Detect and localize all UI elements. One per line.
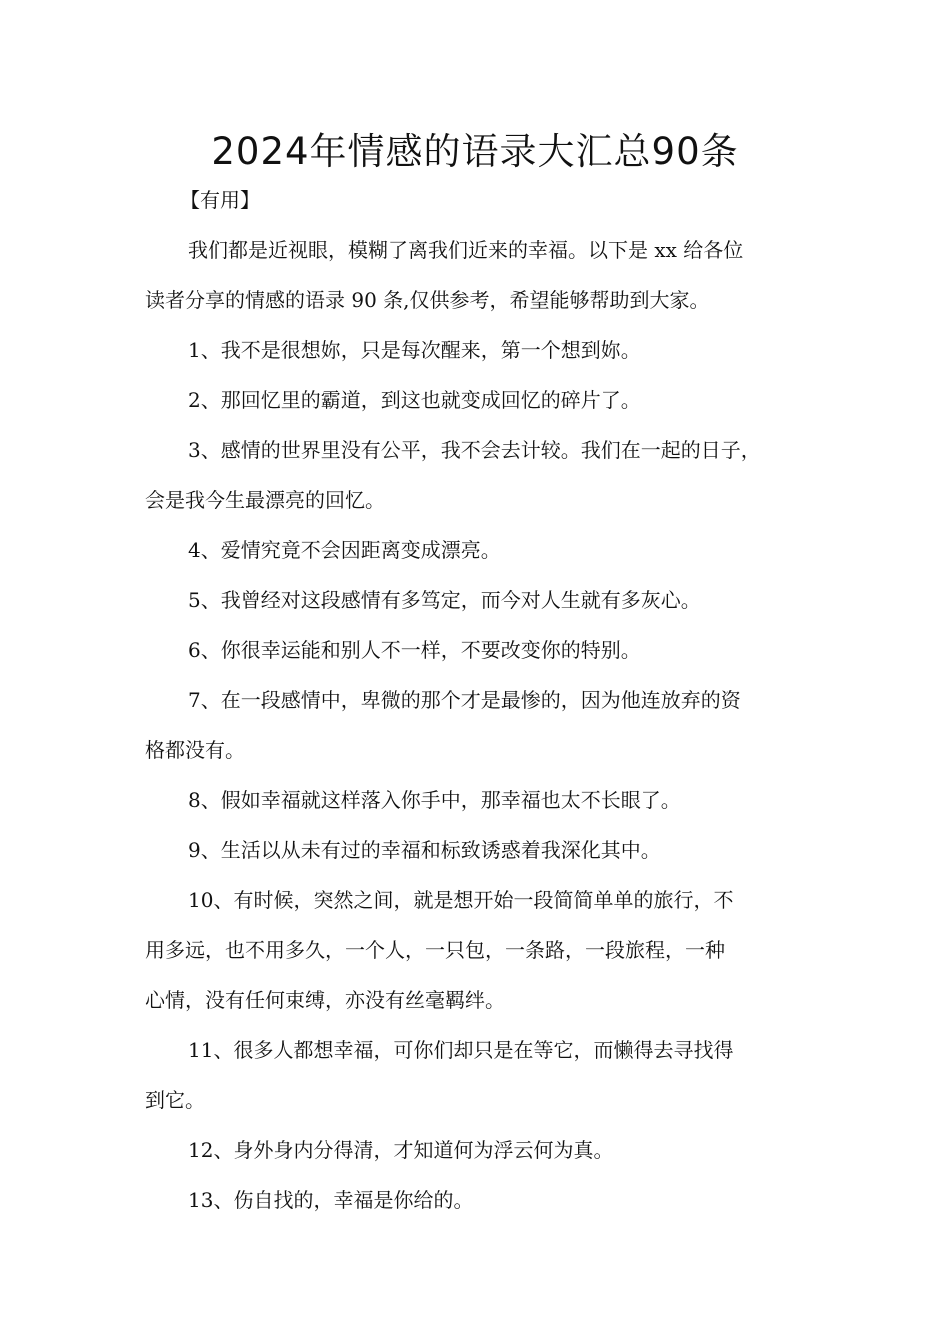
paragraph-line: 用多远，也不用多久，一个人，一只包，一条路，一段旅程，一种 [145, 938, 725, 962]
paragraph-line: 8、假如幸福就这样落入你手中，那幸福也太不长眼了。 [188, 788, 681, 812]
paragraph-line: 10、有时候，突然之间，就是想开始一段简简单单的旅行，不 [188, 888, 734, 912]
paragraph-line: 格都没有。 [145, 738, 245, 762]
document-title: 2024年情感的语录大汇总90条 [211, 130, 739, 173]
paragraph-line: 13、伤自找的，幸福是你给的。 [188, 1188, 474, 1212]
paragraph-line: 会是我今生最漂亮的回忆。 [145, 488, 385, 512]
paragraph-line: 到它。 [145, 1088, 205, 1112]
paragraph-line: 6、你很幸运能和别人不一样，不要改变你的特别。 [188, 638, 641, 662]
paragraph-line: 11、很多人都想幸福，可你们却只是在等它，而懒得去寻找得 [188, 1038, 734, 1062]
paragraph-line: 我们都是近视眼，模糊了离我们近来的幸福。以下是 xx 给各位 [188, 238, 744, 262]
document-tag: 【有用】 [180, 188, 260, 212]
paragraph-line: 5、我曾经对这段感情有多笃定，而今对人生就有多灰心。 [188, 588, 701, 612]
paragraph-line: 7、在一段感情中，卑微的那个才是最惨的，因为他连放弃的资 [188, 688, 741, 712]
paragraph-line: 4、爱情究竟不会因距离变成漂亮。 [188, 538, 501, 562]
paragraph-line: 心情，没有任何束缚，亦没有丝毫羁绊。 [145, 988, 505, 1012]
paragraph-line: 3、感情的世界里没有公平，我不会去计较。我们在一起的日子， [188, 438, 761, 462]
paragraph-line: 1、我不是很想妳，只是每次醒来，第一个想到妳。 [188, 338, 641, 362]
paragraph-line: 读者分享的情感的语录 90 条,仅供参考，希望能够帮助到大家。 [145, 288, 710, 312]
paragraph-line: 12、身外身内分得清，才知道何为浮云何为真。 [188, 1138, 614, 1162]
paragraph-line: 2、那回忆里的霸道，到这也就变成回忆的碎片了。 [188, 388, 641, 412]
paragraph-line: 9、生活以从未有过的幸福和标致诱惑着我深化其中。 [188, 838, 661, 862]
